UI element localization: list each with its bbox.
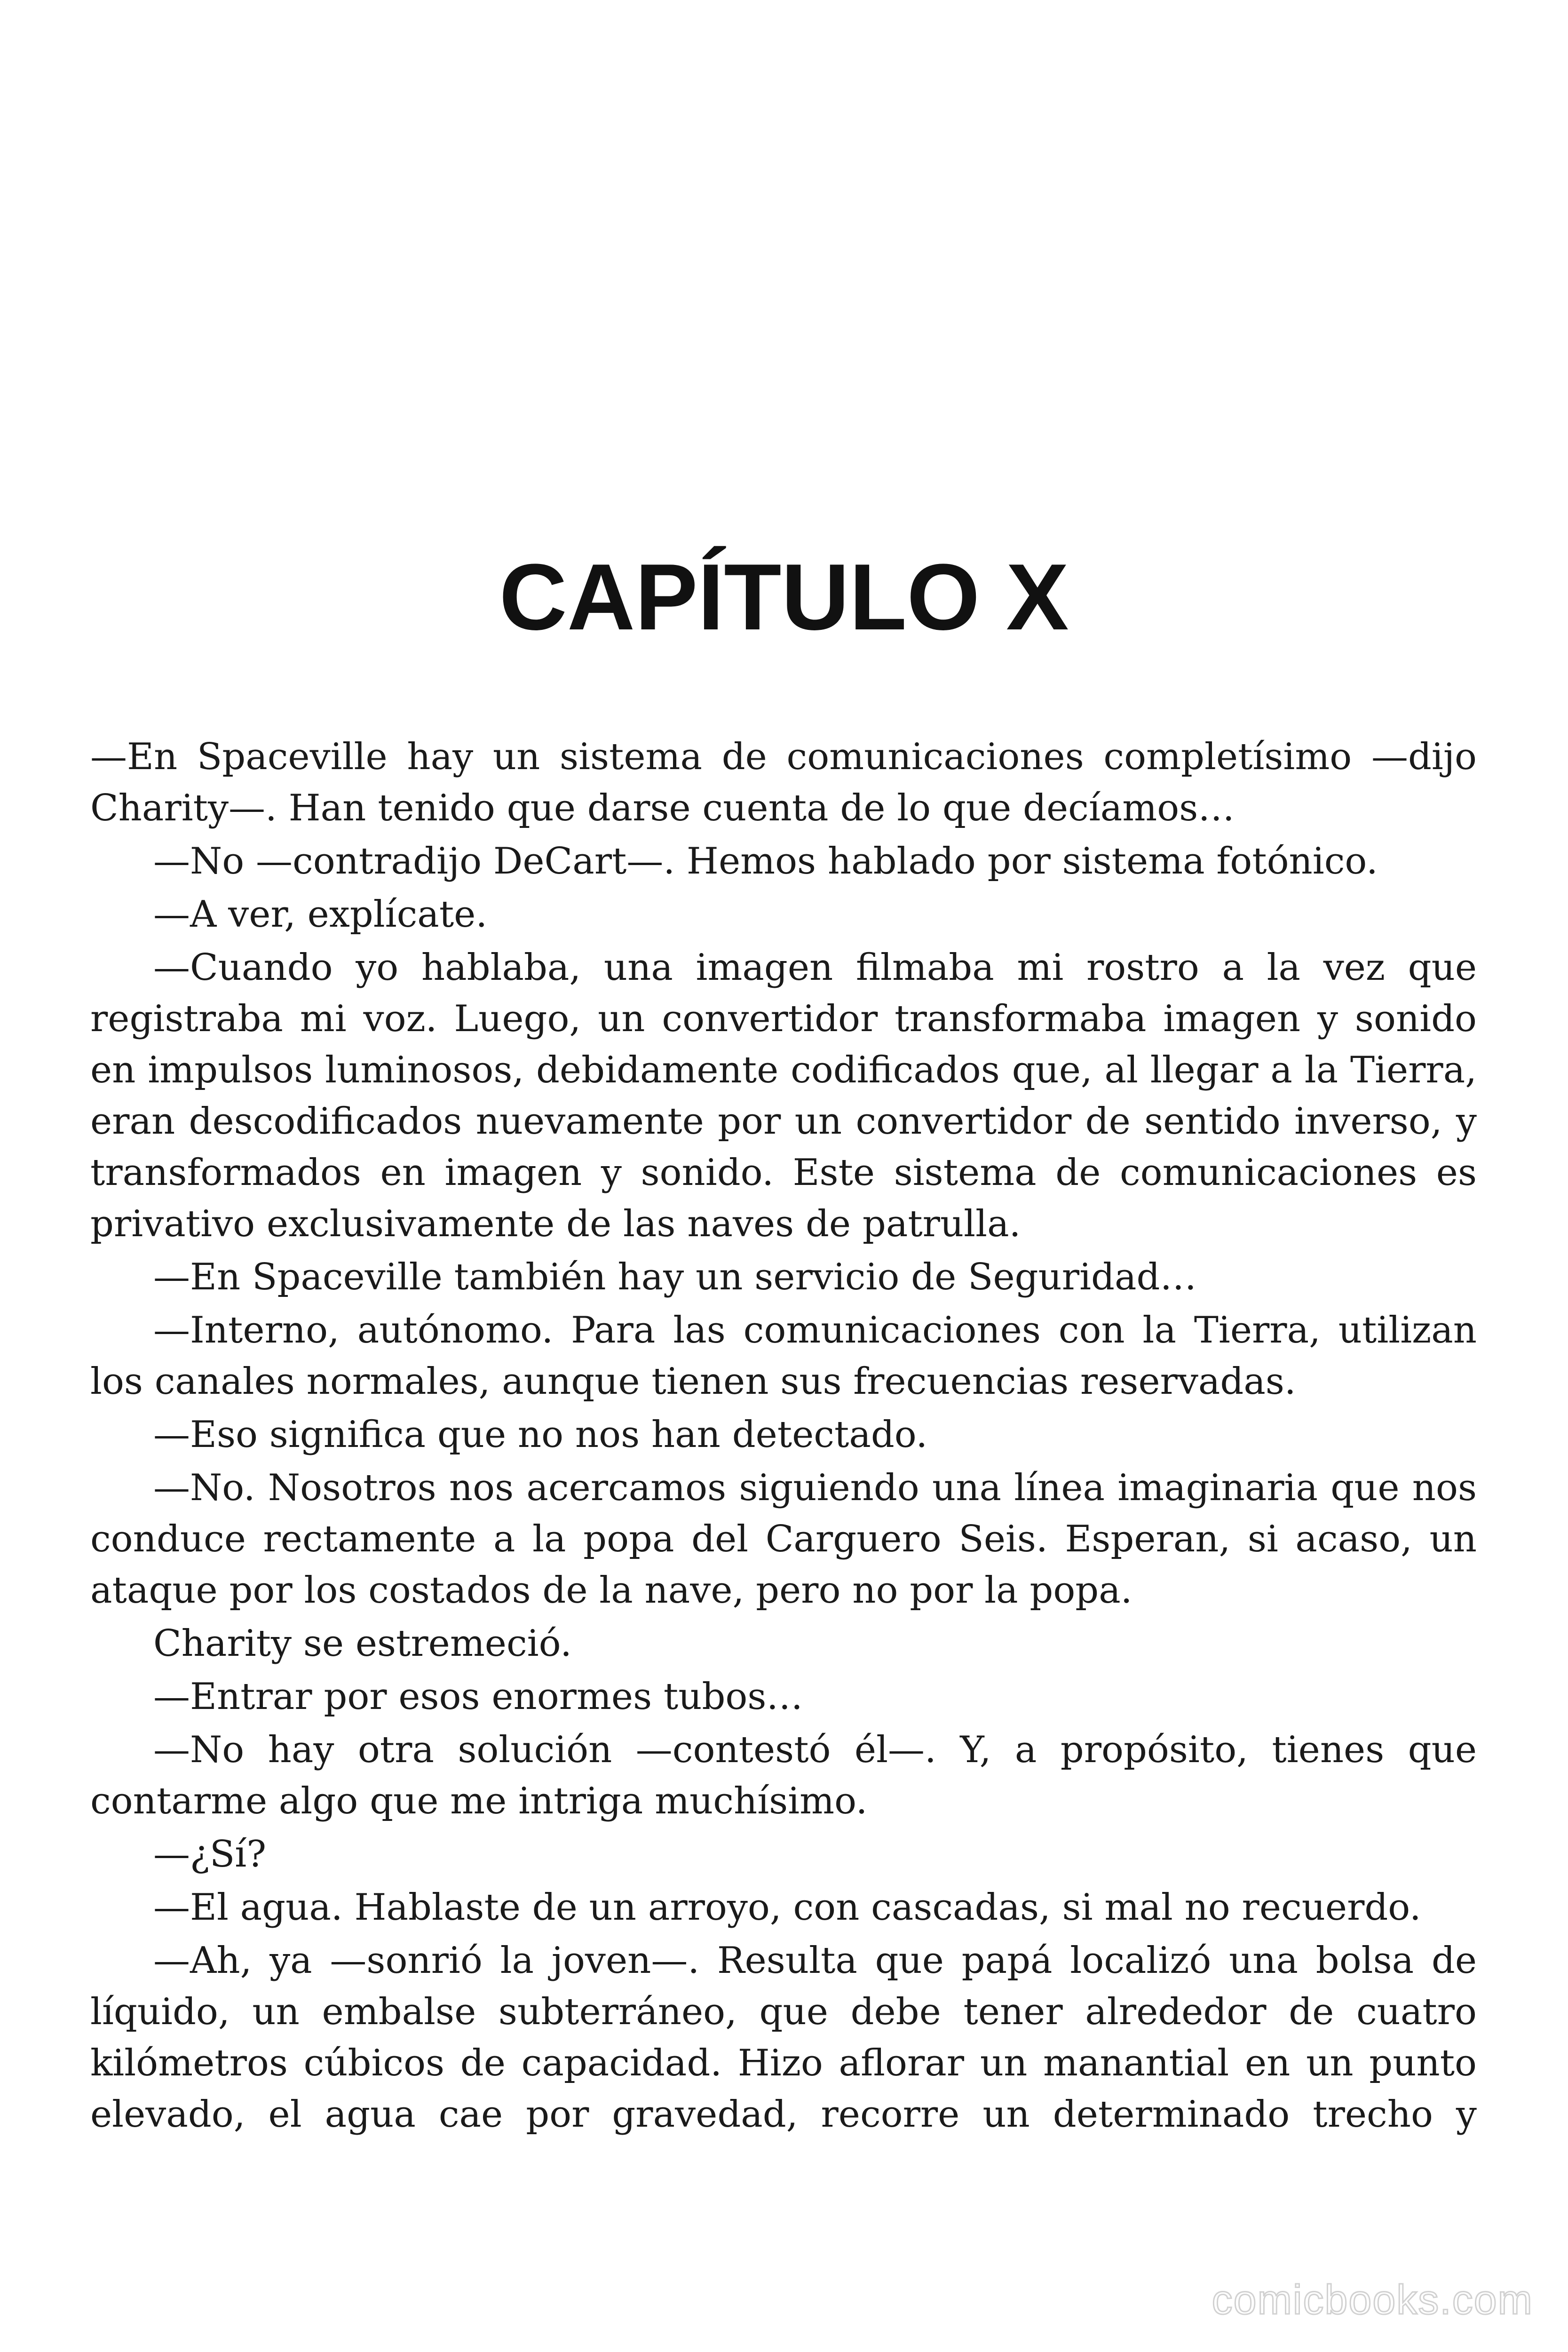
paragraph: —Ah, ya —sonrió la joven—. Resulta que papá localizó una bolsa de líquido, un embalse subterráneo, que debe tener alrededor de cuatro kilómetros cúbicos de capacidad. Hizo aflorar un manantial en un punto elevado, el agua cae por gravedad, recorre un determinado trecho y xyxy=(90,1939,1477,2136)
paragraph: —En Spaceville también hay un servicio de Seguridad… xyxy=(153,1256,1197,1298)
paragraph: —Entrar por esos enormes tubos… xyxy=(153,1676,803,1718)
paragraph: —En Spaceville hay un sistema de comunicaciones completísimo —dijo Charity—. Han tenido que darse cuenta de lo que decíamos… xyxy=(90,736,1477,829)
paragraph: —No hay otra solución —contestó él—. Y, a propósito, tienes que contarme algo que me intriga muchísimo. xyxy=(90,1729,1477,1822)
chapter-title: CAPÍTULO X xyxy=(499,545,1069,650)
paragraph: —Interno, autónomo. Para las comunicaciones con la Tierra, utilizan los canales normales, aunque tienen sus frecuencias reservadas. xyxy=(90,1309,1477,1403)
paragraph: —Eso significa que no nos han detectado. xyxy=(153,1414,928,1456)
paragraph: —No —contradijo DeCart—. Hemos hablado por sistema fotónico. xyxy=(153,840,1378,882)
chapter-body xyxy=(90,731,1477,2142)
paragraph: —No. Nosotros nos acercamos siguiendo una línea imaginaria que nos conduce rectamente a la popa del Carguero Seis. Esperan, si acaso, un ataque por los costados de la nave, pero no por la popa. xyxy=(90,1467,1477,1612)
paragraph: —A ver, explícate. xyxy=(153,893,488,936)
paragraph: Charity se estremeció. xyxy=(153,1622,572,1665)
paragraph: —Cuando yo hablaba, una imagen filmaba mi rostro a la vez que registraba mi voz. Luego, un convertidor transformaba imagen y sonido en impulsos luminosos, debidamente codificados que, al llegar a la Tierra, eran descodificados nuevamente por un convertidor de sentido inverso, y transformados en imagen y sonido. Este sistema de comunicaciones es privativo exclusivamente de las naves de patrulla. xyxy=(90,946,1477,1245)
paragraph: —El agua. Hablaste de un arroyo, con cascadas, si mal no recuerdo. xyxy=(153,1886,1421,1929)
paragraph: —¿Sí? xyxy=(153,1833,267,1875)
watermark: comicbooks.com xyxy=(1212,2276,1533,2323)
